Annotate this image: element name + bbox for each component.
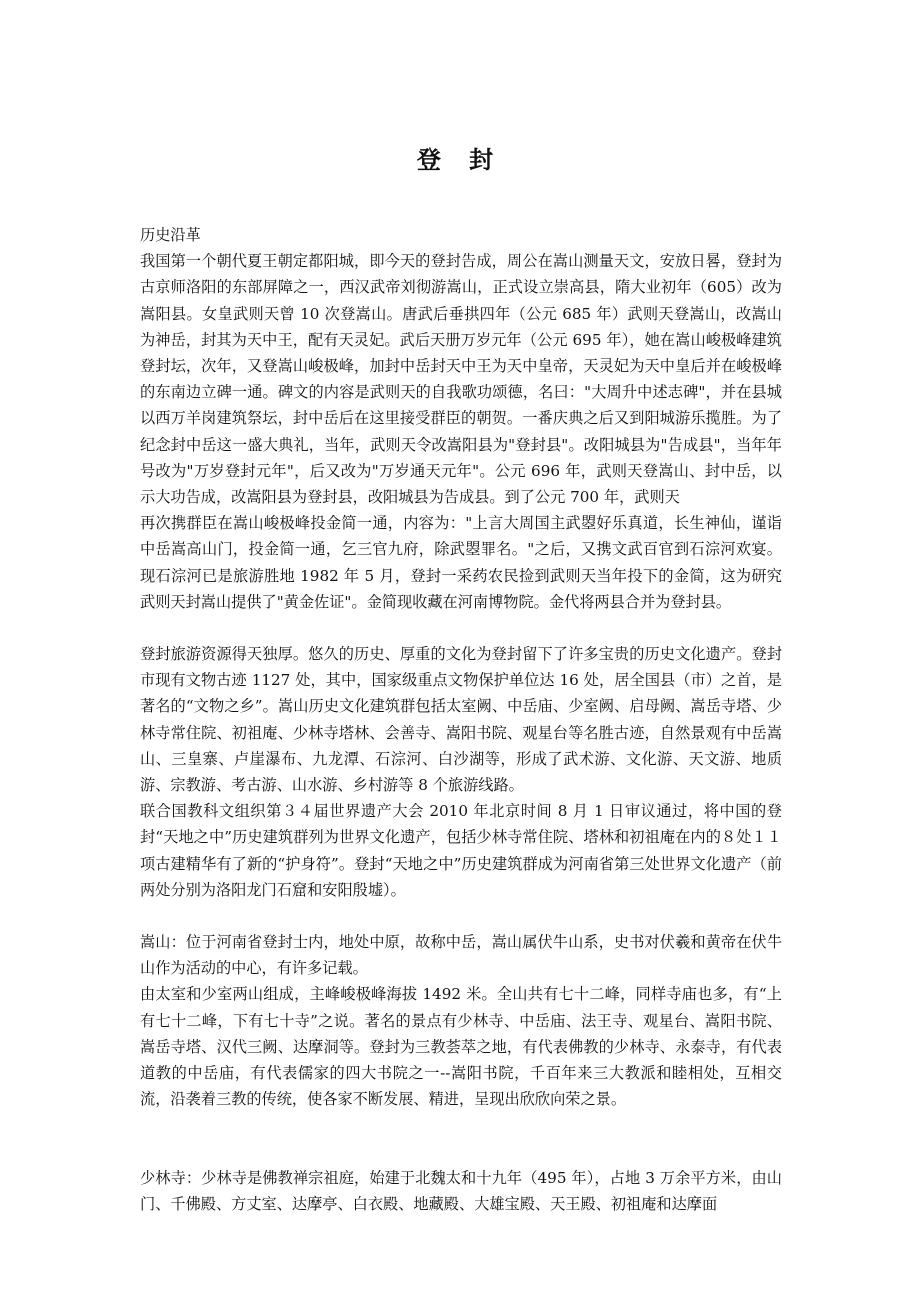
paragraph-history-1: 我国第一个朝代夏王朝定都阳城，即今天的登封告成，周公在嵩山测量天文，安放日晷，登封为古京师洛阳的东部屏障之一，西汉武帝刘彻游嵩山，正式设立崇高县，隋大业初年（605）改为嵩阳县。女皇武则天曾 10 次登嵩山。唐武后垂拱四年（公元 685 年）武则天登嵩山，改嵩山为神岳，封其为天中王，配有天灵妃。武后天册万岁元年（公元 695 年），她在嵩山峻极峰建筑登封坛，次年，又登嵩山峻极峰，加封中岳封天中王为天中皇帝，天灵妃为天中皇后并在峻极峰的东南边立碑一通。碑文的内容是武则天的自我歌功颂德，名曰："大周升中述志碑"，并在县城以西万羊岗建筑祭坛，封中岳后在这里接受群臣的朝贺。一番庆典之后又到阳城游乐揽胜。为了纪念封中岳这一盛大典礼，当年，武则天令改嵩阳县为"登封县"。改阳城县为"告成县"，当年年号改为"万岁登封元年"，后又改为"万岁通天元年"。公元 696 年，武则天登嵩山、封中岳，以示大功告成，改嵩阳县为登封县，改阳城县为告成县。到了公元 700 年，武则天 bbox=[140, 252, 782, 507]
document-body bbox=[140, 222, 782, 1217]
paragraph-history-2: 再次携群臣在嵩山峻极峰投金简一通，内容为："上言大周国主武曌好乐真道，长生神仙，谨诣中岳嵩高山门，投金简一通，乞三官九府，除武曌罪名。"之后，又携文武百官到石淙河欢宴。现石淙河已是旅游胜地 1982 年 5 月，登封一采药农民捡到武则天当年投下的金简，这为研究武则天封嵩山提供了"黄金佐证"。金简现收藏在河南博物院。金代将两县合并为登封县。 bbox=[140, 514, 782, 611]
paragraph-spacer bbox=[140, 1113, 782, 1165]
section-heading-history: 历史沿革 bbox=[140, 226, 201, 244]
paragraph-songshan-1: 嵩山：位于河南省登封士内，地处中原，故称中岳，嵩山属伏牛山系，史书对伏羲和黄帝在伏牛山作为活动的中心，有许多记载。 bbox=[140, 933, 782, 978]
paragraph-world-heritage: 联合国教科文组织第３４届世界遗产大会 2010 年北京时间 8 月 1 日审议通过，将中国的登封“天地之中”历史建筑群列为世界文化遗产，包括少林寺常住院、塔林和初祖庵在内的８处１１项古建精华有了新的“护身符”。登封“天地之中”历史建筑群成为河南省第三处世界文化遗产（前两处分别为洛阳龙门石窟和安阳殷墟）。 bbox=[140, 802, 782, 899]
paragraph-spacer bbox=[140, 903, 782, 929]
paragraph-songshan-2: 由太室和少室两山组成，主峰峻极峰海拔 1492 米。全山共有七十二峰，同样寺庙也多，有“上有七十二峰，下有七十寺”之说。著名的景点有少林寺、中岳庙、法王寺、观星台、嵩阳书院、嵩岳寺塔、汉代三阙、达摩洞等。登封为三教荟萃之地，有代表佛教的少林寺、永泰寺，有代表道教的中岳庙，有代表儒家的四大书院之一--嵩阳书院，千百年来三大教派和睦相处，互相交流，沿袭着三教的传统，使各家不断发展、精进，呈现出欣欣向荣之景。 bbox=[140, 985, 782, 1109]
paragraph-spacer bbox=[140, 615, 782, 641]
paragraph-tourism: 登封旅游资源得天独厚。悠久的历史、厚重的文化为登封留下了许多宝贵的历史文化遗产。登封市现有文物古迹 1127 处，其中，国家级重点文物保护单位达 16 处，居全国县（市）之首，是著名的“文物之乡”。嵩山历史文化建筑群包括太室阙、中岳庙、少室阙、启母阙、嵩岳寺塔、少林寺常住院、初祖庵、少林寺塔林、会善寺、嵩阳书院、观星台等名胜古迹，自然景观有中岳嵩山、三皇寨、卢崖瀑布、九龙潭、石淙河、白沙湖等，形成了武术游、文化游、天文游、地质游、宗教游、考古游、山水游、乡村游等 8 个旅游线路。 bbox=[140, 645, 782, 795]
page-title: 登 封 bbox=[416, 146, 504, 174]
paragraph-shaolin: 少林寺：少林寺是佛教禅宗祖庭，始建于北魏太和十九年（495 年），占地 3 万余平方米，由山门、千佛殿、方丈室、达摩亭、白衣殿、地藏殿、大雄宝殿、天王殿、初祖庵和达摩面 bbox=[140, 1168, 782, 1213]
